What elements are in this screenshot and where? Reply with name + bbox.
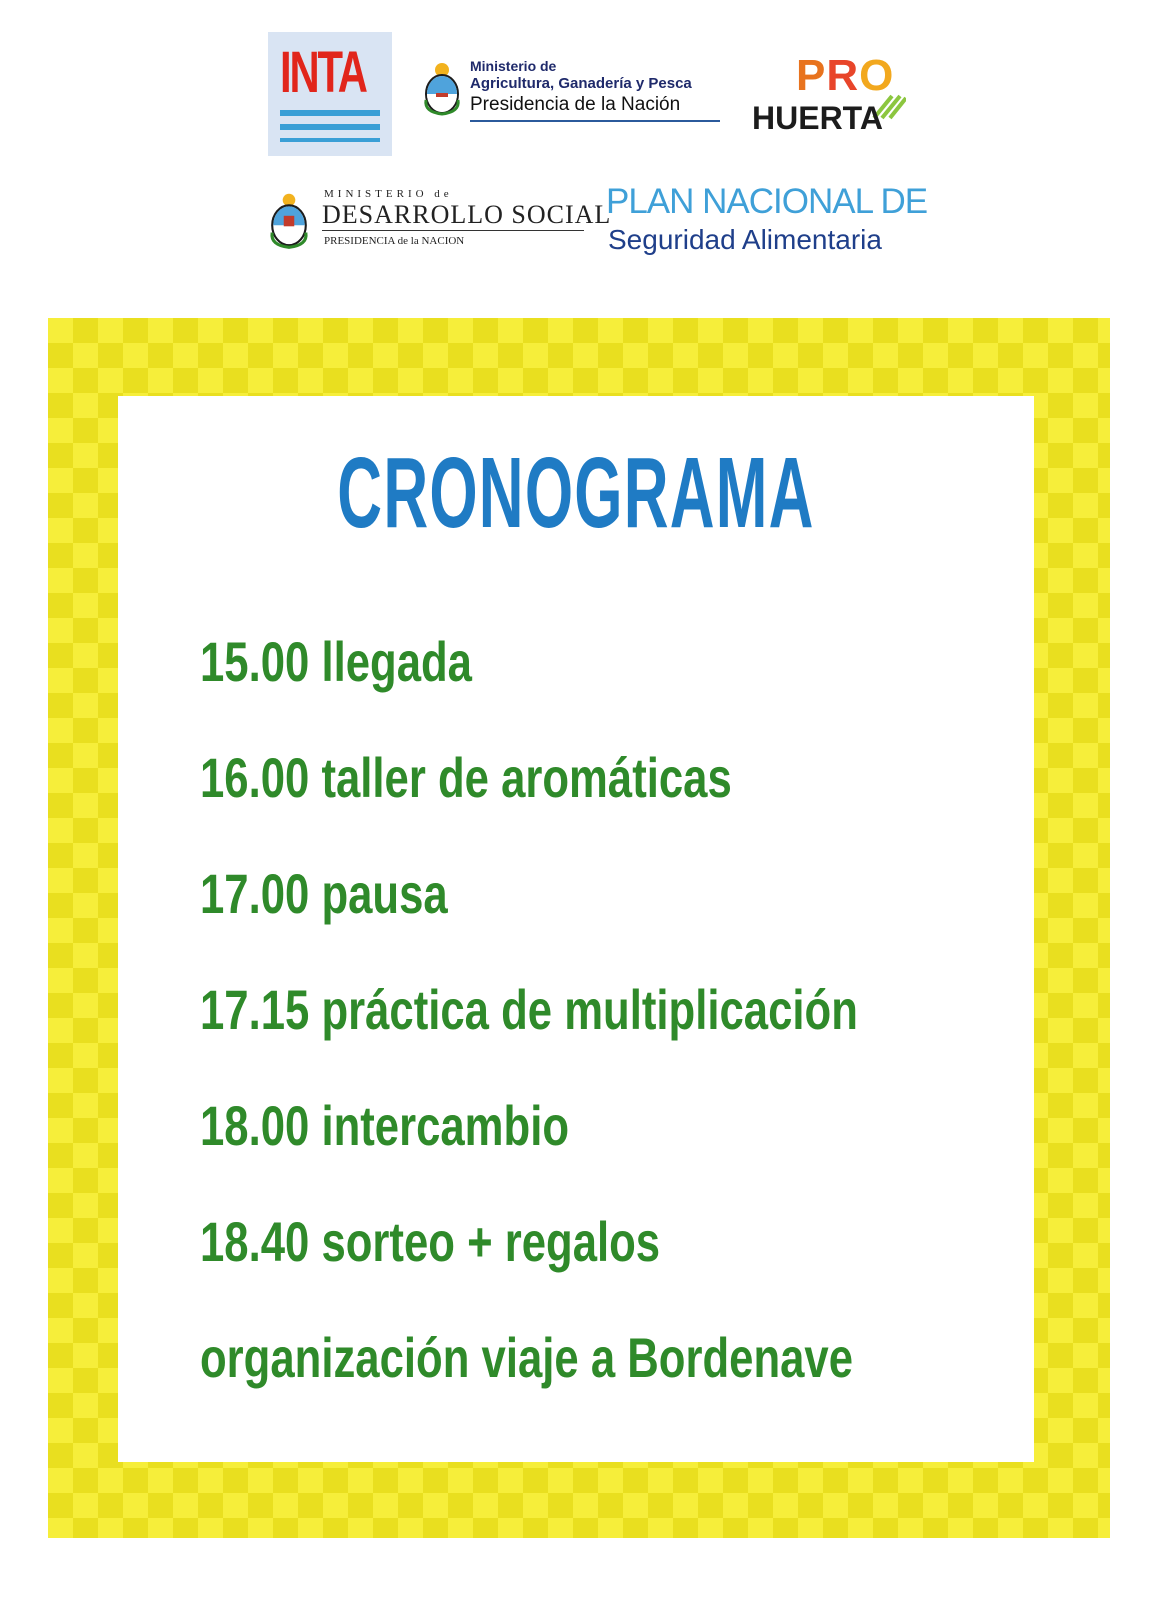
schedule-panel	[118, 396, 1034, 1462]
schedule-item: 17.15 práctica de multiplicación	[200, 978, 858, 1041]
national-seal-icon	[268, 188, 310, 252]
mds-line-3: PRESIDENCIA de la NACION	[324, 235, 465, 247]
schedule-item: 18.40 sorteo + regalos	[200, 1210, 661, 1273]
schedule-item: organización viaje a Bordenave	[200, 1326, 854, 1389]
magyp-line-3: Presidencia de la Nación	[470, 94, 681, 115]
page-title: CRONOGRAMA	[337, 437, 815, 549]
divider	[322, 230, 584, 231]
inta-logo-text: INTA	[280, 40, 366, 105]
inta-logo	[268, 32, 392, 156]
inta-stripe	[280, 138, 380, 142]
pro-text: PRO	[796, 51, 895, 100]
magyp-logo	[422, 58, 722, 124]
plan-line-2: Seguridad Alimentaria	[608, 224, 882, 255]
plan-seguridad-logo	[604, 182, 934, 262]
magyp-line-2: Agricultura, Ganadería y Pesca	[470, 75, 692, 92]
mds-logo	[268, 186, 612, 256]
national-seal-icon	[422, 60, 462, 116]
plan-line-1: PLAN NACIONAL DE	[606, 182, 928, 221]
schedule-item: 15.00 llegada	[200, 630, 472, 693]
schedule-item: 17.00 pausa	[200, 862, 448, 925]
divider	[470, 120, 720, 122]
mds-line-2: DESARROLLO SOCIAL	[322, 200, 612, 229]
schedule-item: 18.00 intercambio	[200, 1094, 570, 1157]
inta-stripe	[280, 124, 380, 130]
huerta-text: HUERTA	[752, 100, 883, 136]
magyp-line-1: Ministerio de	[470, 58, 557, 74]
prohuerta-logo	[752, 51, 912, 138]
schedule-item: 16.00 taller de aromáticas	[200, 746, 732, 809]
mds-line-1: MINISTERIO de	[324, 188, 453, 200]
inta-stripe	[280, 110, 380, 116]
